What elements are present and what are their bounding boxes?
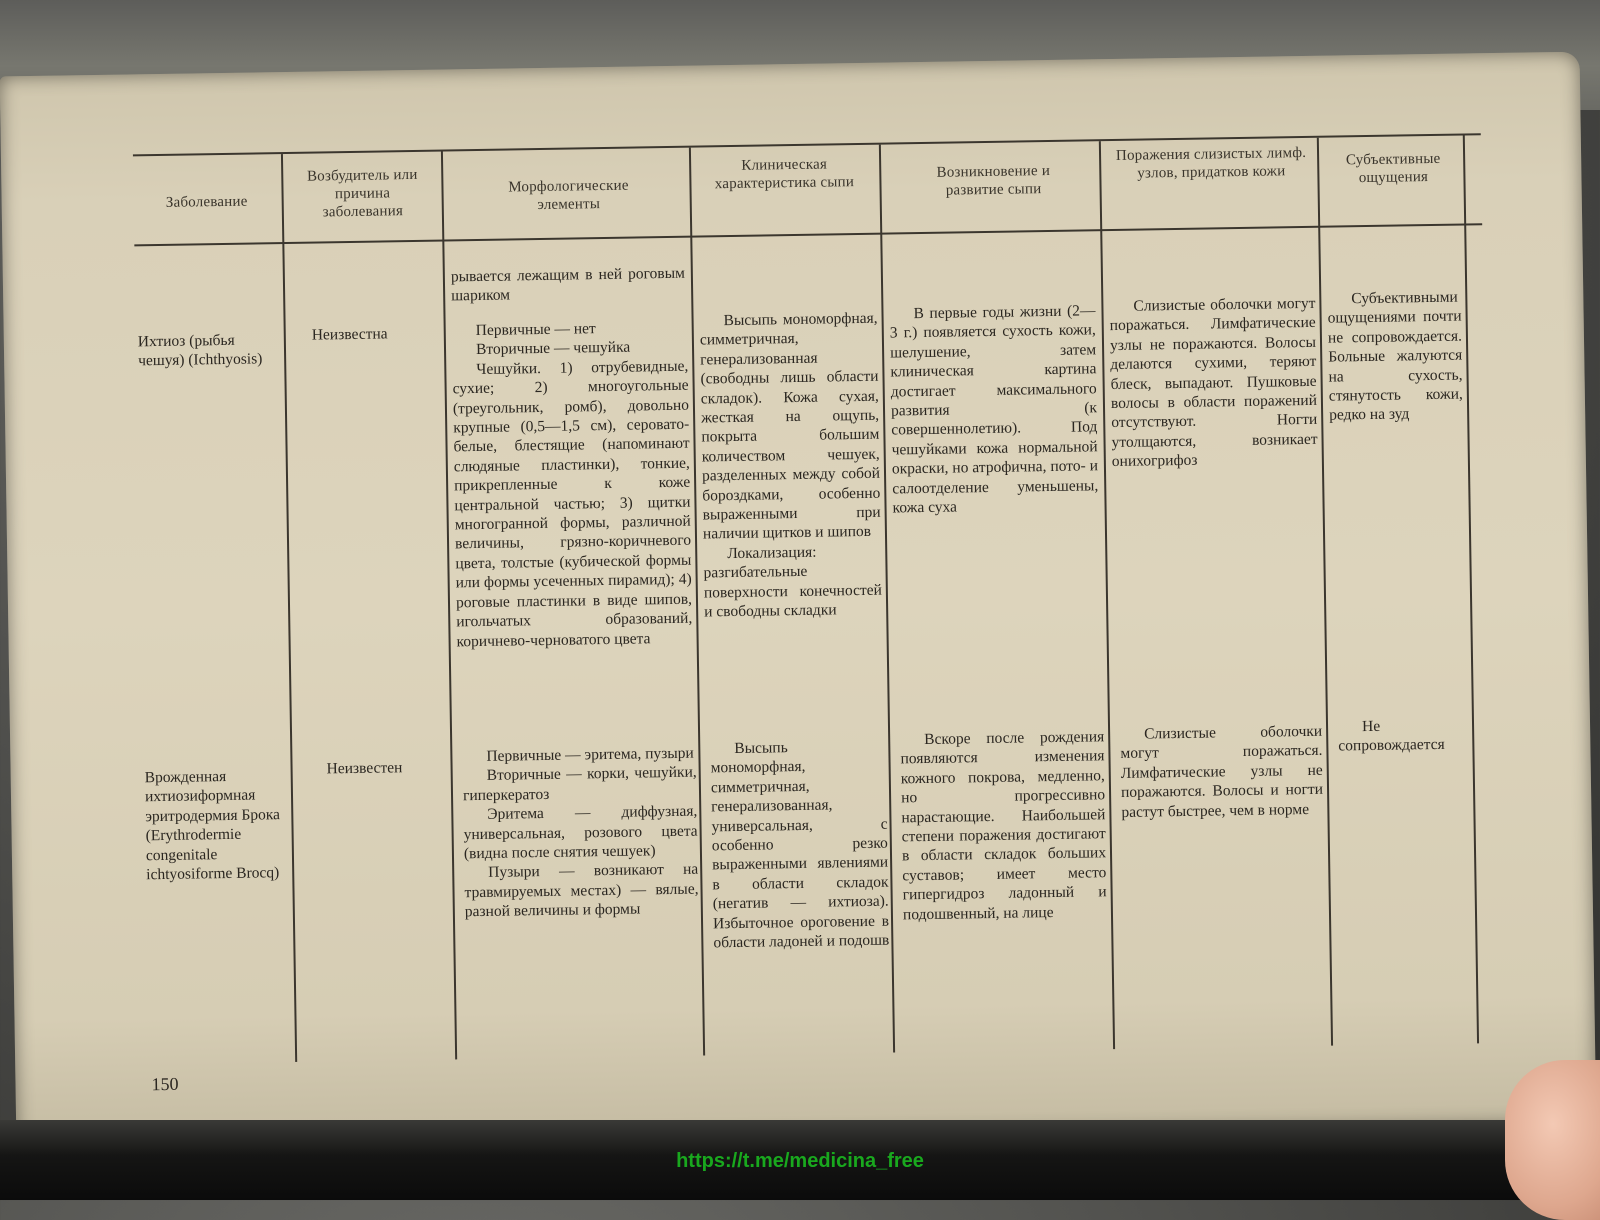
header-morphology: Морфологические элементы xyxy=(508,177,629,214)
table-row-onset xyxy=(900,727,1107,924)
header-clinical: Клиническая характеристика сыпи xyxy=(714,156,855,193)
table-row-cause: Неизвестен xyxy=(326,759,403,778)
table-row-mucosa xyxy=(1109,294,1318,472)
morph-secondary: Вторичные — корки, чешуйки, гиперкератоз xyxy=(462,764,697,805)
header-cause: Возбудитель или причина заболевания xyxy=(306,166,418,221)
dermatology-table xyxy=(133,133,1508,1094)
page-number: 150 xyxy=(151,1073,179,1095)
header-mucosa: Поражения слизистых лимф. узлов, придатков кожи xyxy=(1115,144,1307,182)
subjective-text: Не сопровождается xyxy=(1338,717,1445,755)
table-row-disease: Врожденная ихтиозиформная эритродермия Брока (Erythrodermie congenitale ichtyosiforme Brocq) xyxy=(144,768,281,884)
table-row-mucosa xyxy=(1120,722,1323,822)
clinical-description: Высыпь мономорфная, симметричная, генерализованная (свободны лишь области складок). Кожа сухая, жесткая на ощупь, покрыта большим количеством чешуек, разделенных между собой бороздками, особенно выраженными при наличии щитков и шипов xyxy=(699,309,881,543)
morph-primary: Первичные — эритема, пузыри xyxy=(486,744,694,765)
header-bottom-rule xyxy=(134,223,1482,246)
table-row-clinical xyxy=(699,309,882,622)
continuation-text: рывается лежащим в ней роговым шариком xyxy=(450,264,685,305)
table-row-cause: Неизвестна xyxy=(311,325,388,344)
onset-text: Вскоре после рождения появляются изменения кожного покрова, медленно, но прогрессивно нарастающие. Наибольшей степени поражения достигают в области складок больших суставов; имеет место гипергидроз ладонный и подошвенный, на лице xyxy=(900,728,1107,924)
table-row-clinical xyxy=(710,737,889,953)
header-subjective: Субъективные ощущения xyxy=(1345,150,1441,187)
column-divider xyxy=(1463,135,1479,1043)
table-row-onset xyxy=(889,301,1098,518)
morph-primary: Первичные — нет xyxy=(475,320,596,340)
column-divider xyxy=(1317,138,1333,1046)
header-disease: Заболевание xyxy=(165,193,248,211)
table-row-subjective xyxy=(1327,288,1463,426)
mucosa-text: Слизистые оболочки могут поражаться. Лимфатические узлы не поражаются. Волосы делаются сухими, теряют блеск, выпадают. Пушковые волосы в области поражений отсутствуют. Ногти утолщаются, возникает онихогрифоз xyxy=(1109,294,1318,471)
clinical-localization: Локализация: разгибательные поверхности конечностей и свободны складки xyxy=(703,543,882,621)
subjective-text: Субъективными ощущениями почти не сопровождается. Больные жалуются на сухость, стянутость кожи, редко на зуд xyxy=(1327,288,1463,425)
book-page xyxy=(0,52,1596,1149)
mucosa-text: Слизистые оболочки могут поражаться. Лимфатические узлы не поражаются. Волосы и ногти растут быстрее, чем в норме xyxy=(1120,722,1324,821)
footer-link[interactable]: https://t.me/medicina_free xyxy=(676,1150,924,1172)
morph-secondary: Вторичные — чешуйка xyxy=(475,339,631,359)
morph-blisters: Пузыри — возникают на травмируемых местах) — вялые, разной величины и формы xyxy=(464,861,699,921)
onset-text: В первые годы жизни (2—3 г.) появляется сухость кожи, шелушение, затем клиническая картина достигает максимального развития (к совершеннолетию). Под чешуйками кожа нормальной окраски, но атрофична, пото- и салоотделение уменьшены, кожа суха xyxy=(889,302,1099,517)
thumb xyxy=(1505,1060,1600,1220)
table-row-morphology xyxy=(462,744,699,922)
morph-erythema: Эритема — диффузная, универсальная, розового цвета (видна после снятия чешуек) xyxy=(463,802,698,863)
header-onset: Возникновение и развитие сыпи xyxy=(936,162,1051,199)
clinical-description: Высыпь мономорфная, симметричная, генерализованная, универсальная, с особенно резко выраженными явлениями в области складок (негатив — ихтиоза). Избыточное ороговение в области ладоней и подошв xyxy=(710,739,890,952)
morph-description: Чешуйки. 1) отрубевидные, сухие; 2) многоугольные (треугольник, ромб), довольно крупные (0,5—1,5 см), серовато-белые, блестящие (напоминают слюдяные пластинки), тонкие, прикрепленные к коже центральной частью; 3) щитки многогранной формы, различной величины, грязно-коричневого цвета, толстые (кубической формы или формы усеченных пирамид); 4) роговые пластинки в виде шипов, игольчатых образований, коричнево-черноватого цвета xyxy=(452,357,693,650)
table-row-morphology xyxy=(452,318,693,652)
column-divider xyxy=(281,154,297,1062)
table-row-disease: Ихтиоз (рыбья чешуя) (Ichthyosis) xyxy=(137,331,263,370)
table-row-subjective xyxy=(1338,715,1469,756)
